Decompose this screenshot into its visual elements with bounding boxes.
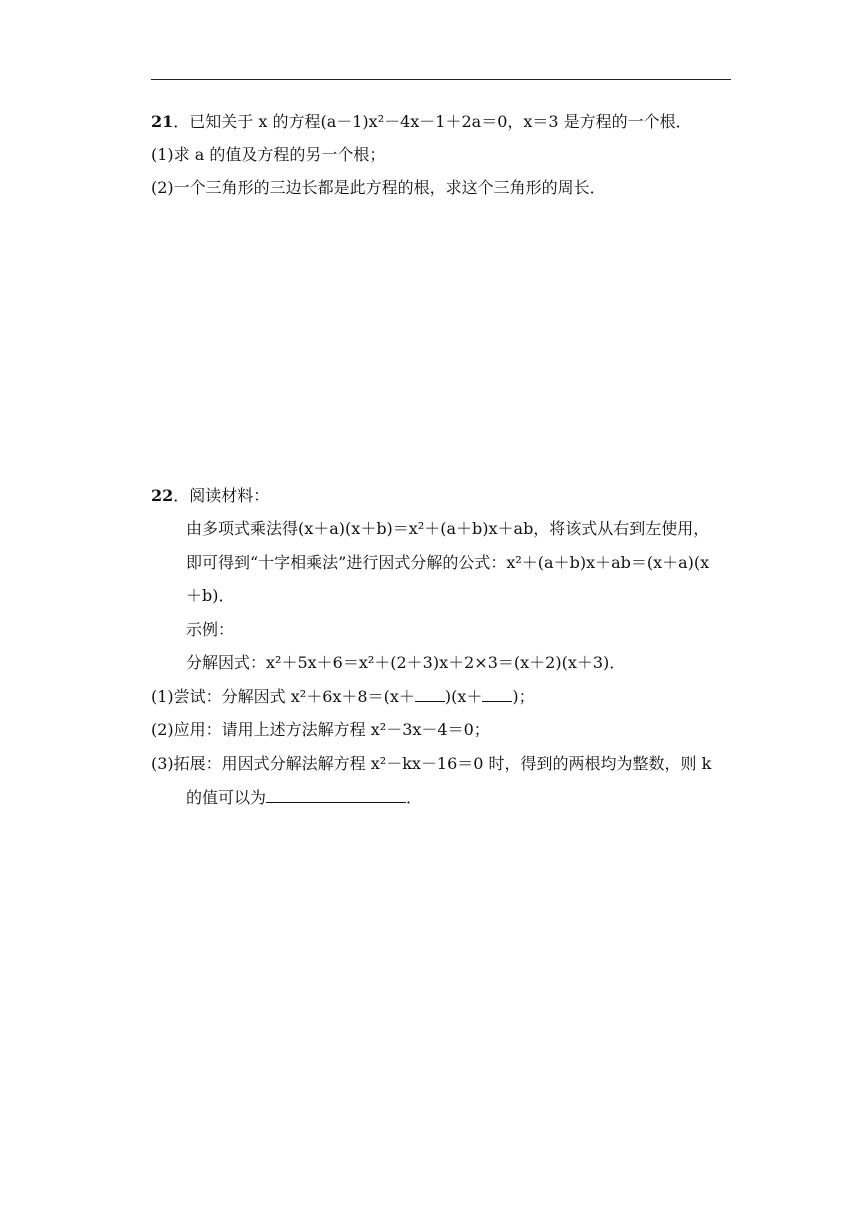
q21-number: 21 xyxy=(151,112,174,131)
q22-material-line1: 由多项式乘法得(x＋a)(x＋b)＝x²＋(a＋b)x＋ab，将该式从右到左使用， xyxy=(186,519,710,538)
q22-part1-suffix: )； xyxy=(512,687,535,706)
q21-part2: (2)一个三角形的三边长都是此方程的根，求这个三角形的周长． xyxy=(151,178,606,197)
q22-part3-line1: (3)拓展：用因式分解法解方程 x²－kx－16＝0 时，得到的两根均为整数，则 k xyxy=(151,754,712,773)
q22-part1 xyxy=(151,687,535,707)
q22-material-line3: ＋b)． xyxy=(186,586,235,605)
q22-title xyxy=(151,486,269,506)
q22-title-text: ．阅读材料： xyxy=(173,486,270,505)
q22-number: 22 xyxy=(151,486,174,505)
header-rule xyxy=(151,79,731,80)
q22-example-label: 示例： xyxy=(186,620,235,639)
answer-blank-2[interactable] xyxy=(482,687,512,702)
q22-example: 分解因式：x²＋5x＋6＝x²＋(2＋3)x＋2×3＝(x＋2)(x＋3)． xyxy=(186,653,626,672)
q22-material-line2: 即可得到“十字相乘法”进行因式分解的公式：x²＋(a＋b)x＋ab＝(x＋a)(x xyxy=(186,553,710,572)
q21-part1: (1)求 a 的值及方程的另一个根； xyxy=(151,145,386,164)
answer-blank-3[interactable] xyxy=(266,788,406,803)
q22-part3-prefix: 的值可以为 xyxy=(186,788,267,807)
q21-stem xyxy=(151,112,692,132)
q22-part1-prefix: (1)尝试：分解因式 x²＋6x＋8＝(x＋ xyxy=(151,687,415,706)
q22-part1-mid: )(x＋ xyxy=(444,687,483,706)
answer-blank-1[interactable] xyxy=(415,687,445,702)
q21-stem-text: ．已知关于 x 的方程(a－1)x²－4x－1＋2a＝0，x＝3 是方程的一个根． xyxy=(173,112,692,131)
q22-part3-suffix: ． xyxy=(406,788,423,807)
q22-part2: (2)应用：请用上述方法解方程 x²－3x－4＝0； xyxy=(151,720,490,739)
q22-part3-line2 xyxy=(186,788,422,808)
